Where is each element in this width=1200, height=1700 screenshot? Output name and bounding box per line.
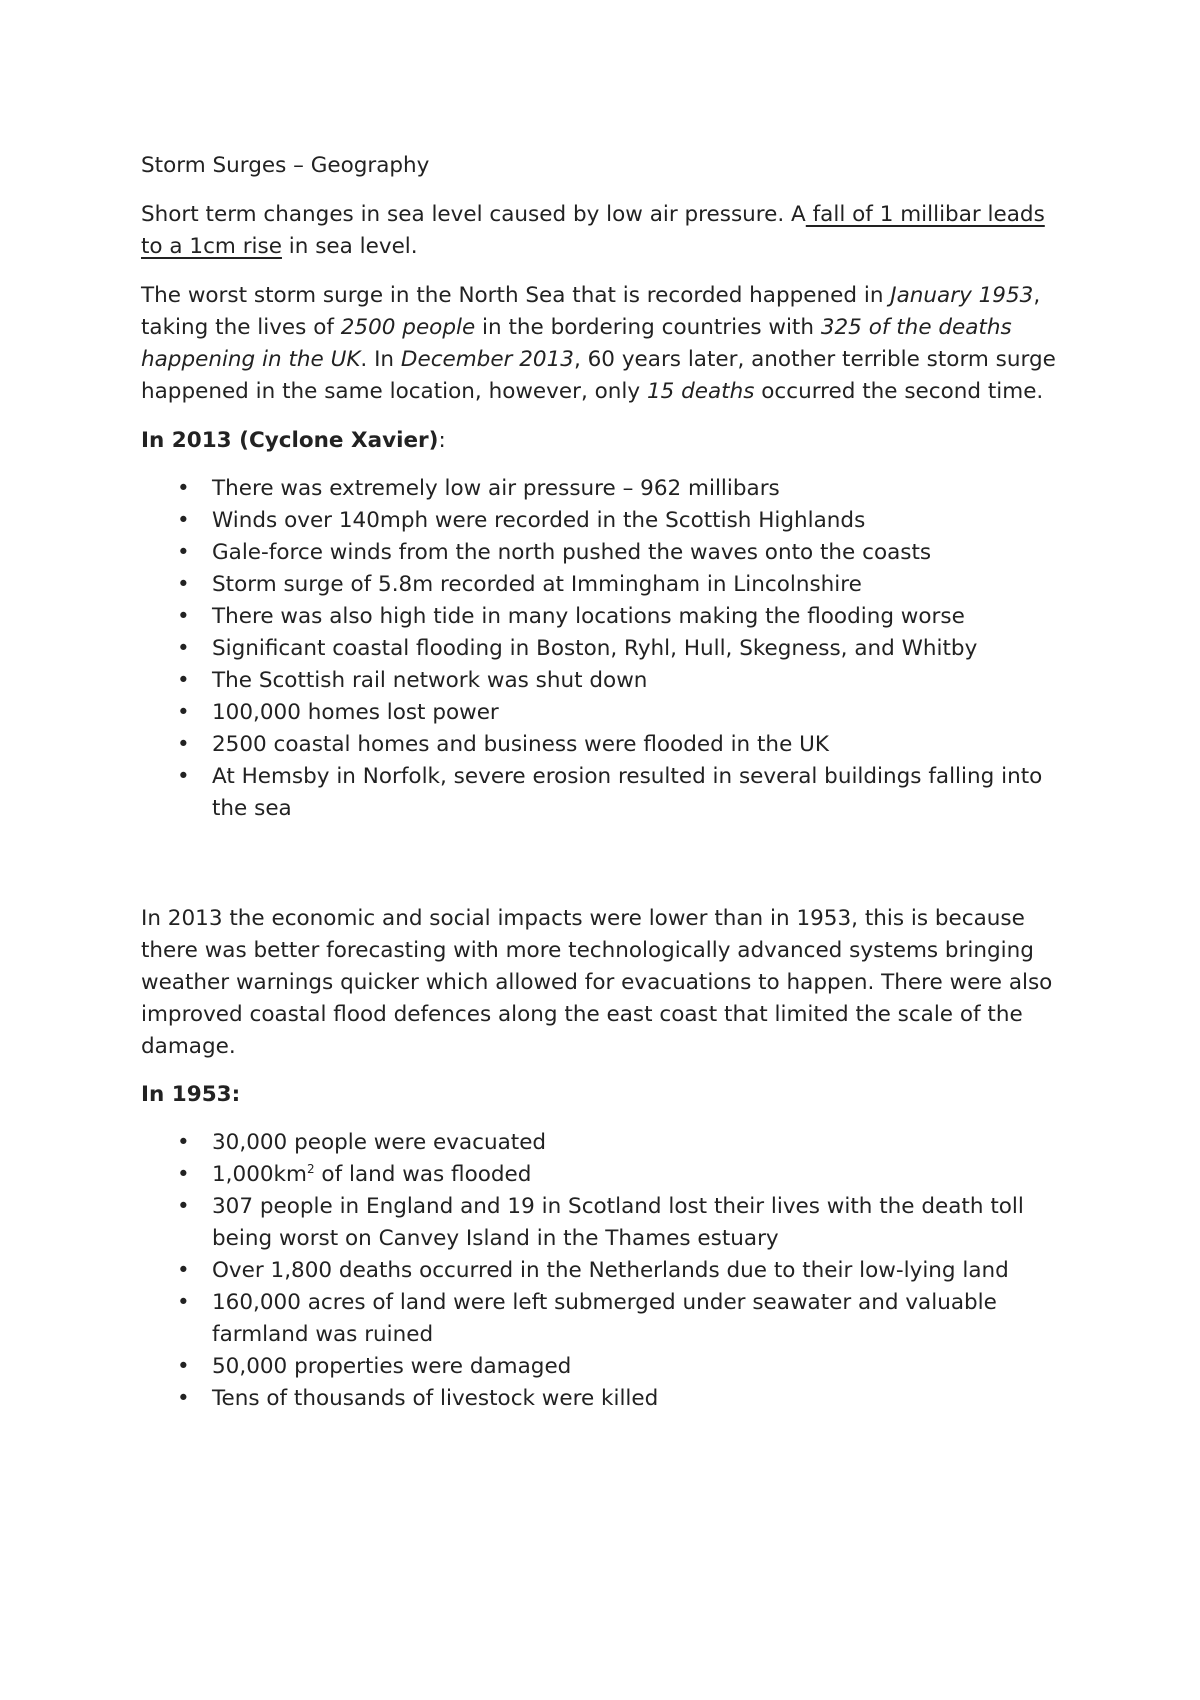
worst-text-3: in the bordering countries with <box>475 315 821 340</box>
bullet-icon: • <box>177 476 190 501</box>
list-item-text: 307 people in England and 19 in Scotland lost their lives with the death toll being worst on Canvey Island in the Thames estuary <box>212 1194 1024 1251</box>
list-item-text: Significant coastal flooding in Boston, Ryhl, Hull, Skegness, and Whitby <box>212 636 978 661</box>
list-item <box>141 505 1071 537</box>
list-item <box>141 1351 1071 1383</box>
intro-paragraph <box>141 199 1071 263</box>
document-title: Storm Surges – Geography <box>141 153 430 178</box>
list-item <box>141 1159 1071 1191</box>
list-item-text: There was also high tide in many locations making the flooding worse <box>212 604 965 629</box>
list-item <box>141 601 1071 633</box>
worst-text-2: , taking the lives of <box>141 283 1041 340</box>
list-item <box>141 665 1071 697</box>
worst-italic-15-deaths: 15 deaths <box>646 379 755 404</box>
list-item <box>141 761 1071 825</box>
bullet-icon: • <box>177 732 190 757</box>
list-item <box>141 697 1071 729</box>
list-item-text: The Scottish rail network was shut down <box>212 668 648 693</box>
list-item <box>141 633 1071 665</box>
list-item-text: 1,000km <box>212 1162 307 1187</box>
bullet-icon: • <box>177 508 190 533</box>
list-item-text: Winds over 140mph were recorded in the Scottish Highlands <box>212 508 866 533</box>
bullet-icon: • <box>177 700 190 725</box>
list-item-text: At Hemsby in Norfolk, severe erosion resulted in several buildings falling into the sea <box>212 764 1043 821</box>
bullet-icon: • <box>177 572 190 597</box>
worst-italic-date-1953: January 1953 <box>890 283 1034 308</box>
list-item-text: 2500 coastal homes and business were flooded in the UK <box>212 732 829 757</box>
intro-underlined-text: fall of 1 millibar leads to a 1cm rise <box>141 202 1045 259</box>
list-item <box>141 729 1071 761</box>
heading-2013 <box>141 425 1071 457</box>
heading-2013-colon: : <box>438 428 446 453</box>
bullet-icon: • <box>177 1290 190 1315</box>
bullet-icon: • <box>177 1258 190 1283</box>
worst-italic-date-2013: December 2013 <box>400 347 574 372</box>
list-item-text: 160,000 acres of land were left submerged under seawater and valuable farmland was ruined <box>212 1290 997 1347</box>
heading-2013-bold: In 2013 (Cyclone Xavier) <box>141 428 439 453</box>
list-item <box>141 473 1071 505</box>
list-item <box>141 1255 1071 1287</box>
list-item-text: 50,000 properties were damaged <box>212 1354 572 1379</box>
list-item <box>141 537 1071 569</box>
list-item-text: Tens of thousands of livestock were killed <box>212 1386 659 1411</box>
heading-1953: In 1953: <box>141 1082 241 1107</box>
list-2013-impacts <box>141 473 1071 825</box>
list-item-text: 30,000 people were evacuated <box>212 1130 547 1155</box>
bullet-icon: • <box>177 1162 190 1187</box>
bullet-icon: • <box>177 1194 190 1219</box>
list-item <box>141 1191 1071 1255</box>
list-item-text: 100,000 homes lost power <box>212 700 499 725</box>
list-1953-impacts <box>141 1127 1071 1415</box>
list-item-text: There was extremely low air pressure – 962 millibars <box>212 476 780 501</box>
bullet-icon: • <box>177 636 190 661</box>
bullet-icon: • <box>177 1386 190 1411</box>
list-item-text: Over 1,800 deaths occurred in the Netherlands due to their low-lying land <box>212 1258 1009 1283</box>
worst-surge-paragraph <box>141 280 1071 408</box>
intro-text: Short term changes in sea level caused by low air pressure. A <box>141 202 806 227</box>
worst-text-5: , 60 years later, another terrible storm surge happened in the same location, however, only <box>141 347 1056 404</box>
list-item <box>141 1383 1071 1415</box>
bullet-icon: • <box>177 604 190 629</box>
intro-text-end: in sea level. <box>281 234 418 259</box>
bullet-icon: • <box>177 540 190 565</box>
list-item-text: Gale-force winds from the north pushed the waves onto the coasts <box>212 540 932 565</box>
list-item <box>141 569 1071 601</box>
list-item <box>141 1287 1071 1351</box>
worst-text-4: . In <box>360 347 401 372</box>
document-page <box>141 150 1071 1415</box>
worst-italic-uk-deaths: 325 of the deaths happening in the UK <box>141 315 1012 372</box>
bullet-icon: • <box>177 1354 190 1379</box>
list-item-text: Storm surge of 5.8m recorded at Immingham in Lincolnshire <box>212 572 862 597</box>
list-item-text-end: of land was flooded <box>314 1162 532 1187</box>
superscript-two: 2 <box>306 1161 315 1176</box>
bullet-icon: • <box>177 1130 190 1155</box>
worst-italic-2500-people: 2500 people <box>340 315 476 340</box>
worst-text-1: The worst storm surge in the North Sea that is recorded happened in <box>141 283 891 308</box>
economic-impacts-paragraph: In 2013 the economic and social impacts were lower than in 1953, this is because there was better forecasting with more technologically advanced systems bringing weather warnings quicker which allowed for evacuations to happen. There were also improved coastal flood defences along the east coast that limited the scale of the damage. <box>141 906 1053 1059</box>
worst-text-6: occurred the second time. <box>754 379 1044 404</box>
list-item <box>141 1127 1071 1159</box>
bullet-icon: • <box>177 764 190 789</box>
bullet-icon: • <box>177 668 190 693</box>
